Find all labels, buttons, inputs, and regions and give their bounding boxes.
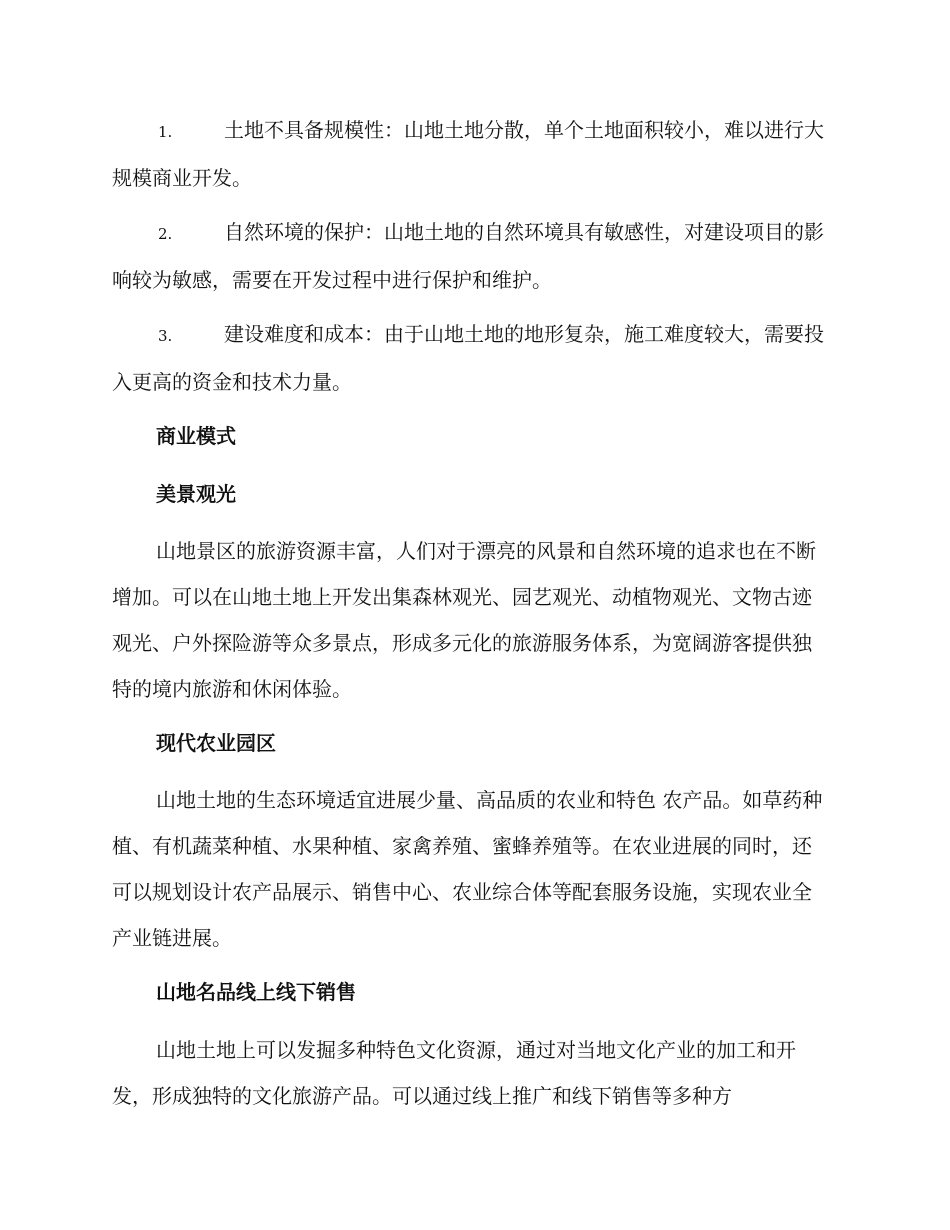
section-body: 山地景区的旅游资源丰富，人们对于漂亮的风景和自然环境的追求也在不断增加。可以在山地土地上开发出集森林观光、园艺观光、动植物观光、文物古迹观光、户外探险游等众多景点，形成多元化的旅游服务体系，为宽阔游客提供独特的境内旅游和休闲体验。 (112, 539, 816, 701)
section-body: 山地土地上可以发掘多种特色文化资源，通过对当地文化产业的加工和开发，形成独特的文化旅游产品。可以通过线上推广和线下销售等多种方 (112, 1038, 796, 1108)
list-item (112, 311, 830, 405)
list-text: 建设难度和成本：由于山地土地的地形复杂，施工难度较大，需要投入更高的资金和技术力量。 (112, 322, 824, 394)
section-heading: 现代农业园区 (156, 731, 276, 755)
section-title: 商业模式 (156, 424, 236, 448)
section-heading: 山地名品线上线下销售 (156, 980, 356, 1004)
list-item (112, 107, 830, 201)
section-heading: 美景观光 (156, 482, 236, 506)
list-number: 3. (158, 327, 173, 345)
list-item (112, 209, 830, 303)
list-number: 1. (158, 123, 173, 141)
list-text: 土地不具备规模性：山地土地分散，单个土地面积较小，难以进行大规模商业开发。 (112, 118, 824, 190)
list-number: 2. (158, 225, 173, 243)
section-body: 山地土地的生态环境适宜进展少量、高品质的农业和特色 农产品。如草药种植、有机蔬菜种植、水果种植、家禽养殖、蜜蜂养殖等。在农业进展的同时，还可以规划设计农产品展示、销售中心、农业综合体等配套服务设施，实现农业全产业链进展。 (112, 788, 823, 950)
list-text: 自然环境的保护：山地土地的自然环境具有敏感性，对建设项目的影响较为敏感，需要在开发过程中进行保护和维护。 (112, 220, 824, 292)
